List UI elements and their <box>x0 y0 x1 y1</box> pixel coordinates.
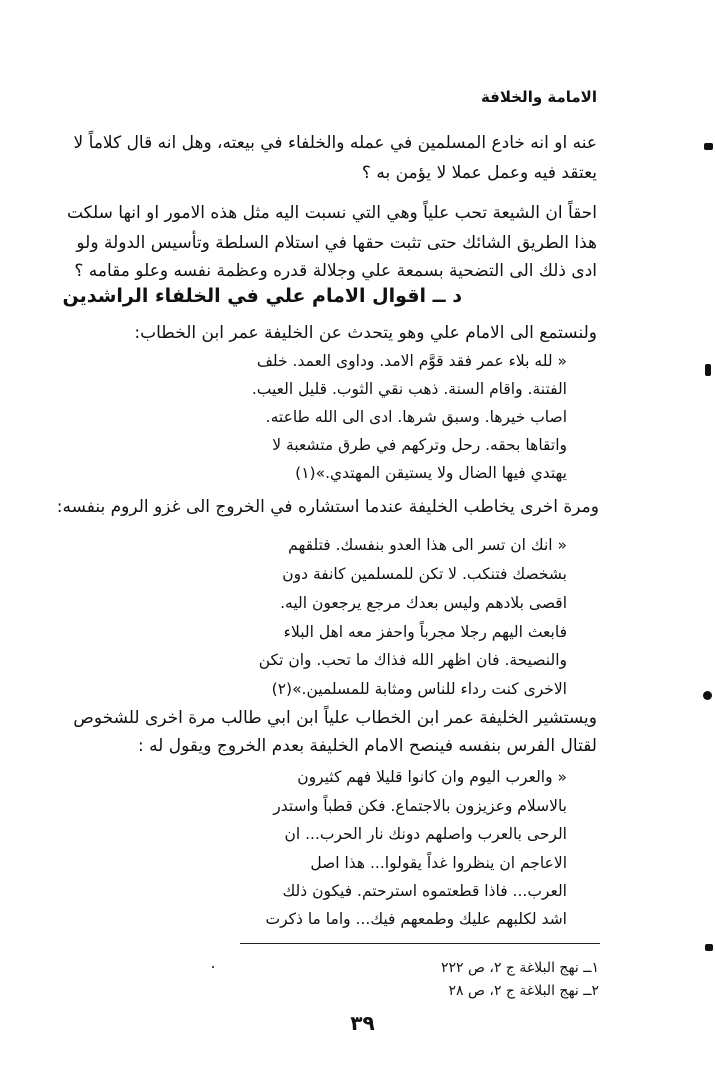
body-line: هذا الطريق الشائك حتى تثبت حقها في استلام السلطة وتأسيس الدولة ولو <box>76 233 597 253</box>
quote-line: فابعث اليهم رجلا مجرباً واحفز معه اهل البلاء <box>283 623 567 641</box>
body-line: يعتقد فيه وعمل عملا لا يؤمن به ؟ <box>361 163 597 183</box>
footnote: ١ــ نهج البلاغة ج ٢، ص ٢٢٢ <box>441 960 599 976</box>
scan-speck <box>704 143 713 150</box>
quote-line: « والعرب اليوم وان كانوا قليلا فهم كثيرون <box>297 768 567 786</box>
body-line: عنه او انه خادع المسلمين في عمله والخلفاء في بيعته، وهل انه قال كلاماً لا <box>73 133 597 153</box>
quote-line: اقصى بلادهم وليس بعدك مرجع يرجعون اليه. <box>280 594 567 612</box>
footnote: ٢ــ نهج البلاغة ج ٢، ص ٢٨ <box>448 983 599 999</box>
quote-line: « لله بلاء عمر فقد قوَّم الامد. وداوى العمد. خلف <box>256 352 567 370</box>
section-heading: د ــ اقوال الامام علي في الخلفاء الراشدين <box>62 285 462 307</box>
body-line: لقتال الفرس بنفسه فينصح الامام الخليفة بعدم الخروج ويقول له : <box>137 736 597 756</box>
quote-line: « انك ان تسر الى هذا العدو بنفسك. فتلقهم <box>288 536 567 554</box>
body-line: ومرة اخرى يخاطب الخليفة عندما استشاره في الخروج الى غزو الروم بنفسه: <box>56 497 599 517</box>
body-line: ادى ذلك الى التضحية بسمعة علي وجلالة قدره وعظمة نفسه وعلو مقامه ؟ <box>74 261 597 281</box>
quote-line: الاخرى كنت رداء للناس ومثابة للمسلمين.»(٢) <box>271 680 567 698</box>
body-line: ولنستمع الى الامام علي وهو يتحدث عن الخليفة عمر ابن الخطاب: <box>134 323 597 343</box>
quote-line: بالاسلام وعزيزون بالاجتماع. فكن قطباً واستدر <box>273 797 567 815</box>
quote-line: العرب... فاذا قطعتموه استرحتم. فيكون ذلك <box>282 882 567 900</box>
quote-line: يهتدي فيها الضال ولا يستيقن المهتدي.»(١) <box>295 464 567 482</box>
running-head: الامامة والخلافة <box>480 88 597 106</box>
scan-speck <box>705 944 713 951</box>
quote-line: بشخصك فتنكب. لا تكن للمسلمين كانفة دون <box>282 565 567 583</box>
quote-line: اشد لكلبهم عليك وطمعهم فيك... واما ما ذكرت <box>265 910 567 928</box>
quote-line: الاعاجم ان ينظروا غداً يقولوا... هذا اصل <box>310 854 567 872</box>
scan-speck <box>705 364 711 376</box>
quote-line: الفتنة. واقام السنة. ذهب نقي الثوب. قليل العيب. <box>251 380 567 398</box>
quote-line: الرحى بالعرب واصلهم دونك نار الحرب... ان <box>284 825 567 843</box>
quote-line: والنصيحة. فان اظهر الله فذاك ما تحب. وان تكن <box>258 651 567 669</box>
scan-speck <box>212 966 214 968</box>
body-line: ويستشير الخليفة عمر ابن الخطاب علياً ابن ابي طالب مرة اخرى للشخوص <box>73 708 597 728</box>
page-number: ٣٩ <box>350 1011 375 1035</box>
body-line: احقاً ان الشيعة تحب علياً وهي التي نسبت اليه مثل هذه الامور او انها سلكت <box>66 203 597 223</box>
quote-line: اصاب خيرها. وسبق شرها. ادى الى الله طاعته. <box>265 408 567 426</box>
scan-speck <box>703 691 712 700</box>
footnote-separator <box>240 943 600 944</box>
quote-line: واتقاها بحقه. رحل وتركهم في طرق متشعبة لا <box>272 436 567 454</box>
